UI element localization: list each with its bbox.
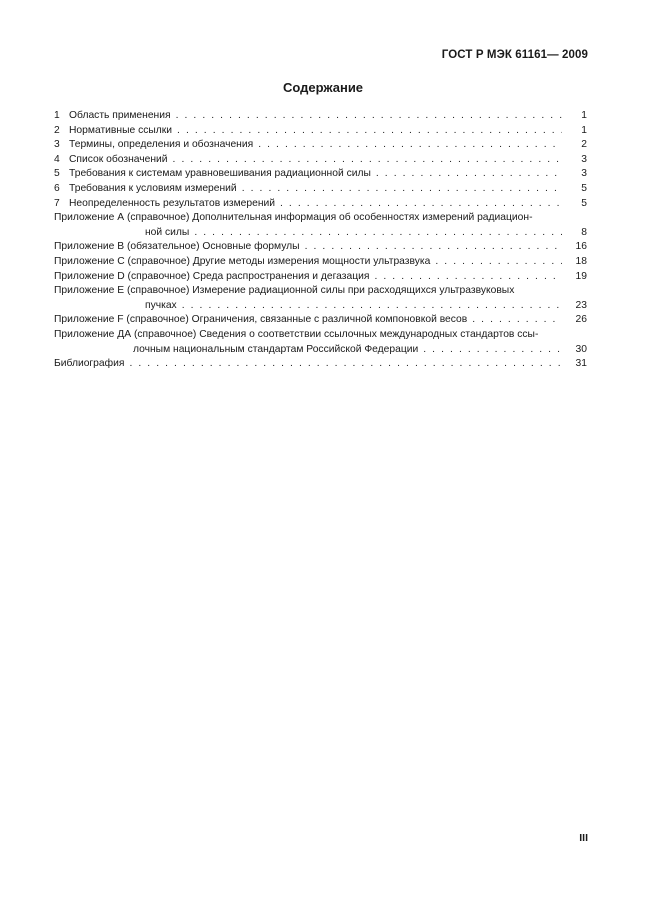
leader-dots bbox=[258, 138, 562, 153]
leader-dots bbox=[472, 313, 562, 328]
toc-item-appendix-f[interactable] bbox=[54, 313, 587, 328]
toc-item-page: 8 bbox=[581, 226, 587, 238]
toc-item-label: пучках bbox=[145, 299, 177, 311]
toc-item-page: 1 bbox=[581, 110, 587, 121]
leader-dots bbox=[280, 197, 562, 212]
toc-item-bibliography[interactable] bbox=[54, 357, 587, 372]
toc-item-label: Требования к системам уравновешивания радиационной силы bbox=[69, 168, 371, 180]
toc-item-page: 31 bbox=[575, 358, 587, 370]
toc-item-normative-references[interactable] bbox=[54, 124, 587, 139]
toc-item-scope[interactable] bbox=[54, 109, 587, 124]
toc-item-label: Неопределенность результатов измерений bbox=[69, 197, 276, 209]
toc-item-label: Нормативные ссылки bbox=[69, 124, 173, 136]
toc-item-uncertainty[interactable] bbox=[54, 197, 587, 212]
toc-item-appendix-e-cont[interactable] bbox=[54, 299, 587, 314]
toc-item-balance-requirements[interactable] bbox=[54, 167, 587, 182]
toc-item-number: 1 bbox=[54, 110, 60, 121]
leader-dots bbox=[305, 240, 562, 255]
toc-item-label: лочным национальным стандартам Российской Федерации bbox=[133, 343, 419, 355]
toc-item-label: Приложение ДА (справочное) Сведения о соответствии ссылочных международных стандартов ссы- bbox=[54, 328, 539, 340]
toc-item-appendix-da-cont[interactable] bbox=[54, 343, 587, 358]
toc-item-appendix-c[interactable] bbox=[54, 255, 587, 270]
toc-item-number: 4 bbox=[54, 153, 60, 165]
toc-item-page: 3 bbox=[581, 153, 587, 165]
toc-item-page: 23 bbox=[575, 299, 587, 311]
table-of-contents bbox=[54, 109, 587, 372]
leader-dots bbox=[435, 255, 562, 270]
toc-item-label: Приложение С (справочное) Другие методы измерения мощности ультразвука bbox=[54, 255, 431, 267]
leader-dots bbox=[177, 124, 562, 139]
standard-code: ГОСТ Р МЭК 61161— 2009 bbox=[441, 49, 588, 61]
leader-dots bbox=[374, 270, 562, 285]
toc-item-number: 5 bbox=[54, 168, 60, 180]
toc-item-page: 19 bbox=[575, 270, 587, 282]
toc-item-label: Требования к условиям измерений bbox=[69, 182, 237, 194]
page-number: III bbox=[579, 832, 588, 844]
toc-item-label: Приложение А (справочное) Дополнительная информация об особенностях измерений радиацион- bbox=[54, 212, 533, 224]
toc-item-page: 3 bbox=[581, 168, 587, 180]
toc-item-label: Список обозначений bbox=[69, 153, 168, 165]
leader-dots bbox=[176, 109, 562, 124]
leader-dots bbox=[194, 226, 562, 241]
leader-dots bbox=[423, 343, 562, 358]
leader-dots bbox=[129, 357, 562, 372]
toc-item-appendix-da[interactable] bbox=[54, 328, 587, 343]
toc-item-number: 6 bbox=[54, 182, 60, 194]
toc-item-page: 5 bbox=[581, 197, 587, 209]
toc-item-label: Библиография bbox=[54, 358, 125, 370]
toc-item-page: 1 bbox=[581, 124, 587, 136]
toc-item-number: 3 bbox=[54, 139, 60, 151]
toc-item-appendix-a-cont[interactable] bbox=[54, 226, 587, 241]
toc-item-label: Область применения bbox=[69, 110, 171, 121]
toc-item-appendix-e[interactable] bbox=[54, 284, 587, 299]
leader-dots bbox=[242, 182, 562, 197]
toc-item-label: Приложение В (обязательное) Основные формулы bbox=[54, 241, 300, 253]
toc-item-appendix-b[interactable] bbox=[54, 240, 587, 255]
toc-item-label: Приложение D (справочное) Среда распространения и дегазация bbox=[54, 270, 370, 282]
toc-item-page: 16 bbox=[575, 241, 587, 253]
toc-item-page: 5 bbox=[581, 182, 587, 194]
toc-item-page: 30 bbox=[575, 343, 587, 355]
toc-item-label: Приложение Е (справочное) Измерение радиационной силы при расходящихся ультразвуковых bbox=[54, 285, 515, 297]
page-title: Содержание bbox=[282, 80, 364, 95]
toc-item-measurement-conditions[interactable] bbox=[54, 182, 587, 197]
toc-item-page: 18 bbox=[575, 255, 587, 267]
toc-item-number: 7 bbox=[54, 197, 60, 209]
toc-item-page: 2 bbox=[581, 139, 587, 151]
toc-item-appendix-d[interactable] bbox=[54, 270, 587, 285]
toc-item-appendix-a[interactable] bbox=[54, 211, 587, 226]
toc-item-label: Приложение F (справочное) Ограничения, связанные с различной компоновкой весов bbox=[54, 314, 468, 326]
toc-item-label: ной силы bbox=[145, 226, 190, 238]
toc-item-terms[interactable] bbox=[54, 138, 587, 153]
toc-item-page: 26 bbox=[575, 314, 587, 326]
leader-dots bbox=[173, 153, 562, 168]
toc-item-symbols[interactable] bbox=[54, 153, 587, 168]
toc-item-label: Термины, определения и обозначения bbox=[69, 139, 254, 151]
toc-item-number: 2 bbox=[54, 124, 60, 136]
leader-dots bbox=[182, 299, 562, 314]
leader-dots bbox=[376, 167, 562, 182]
